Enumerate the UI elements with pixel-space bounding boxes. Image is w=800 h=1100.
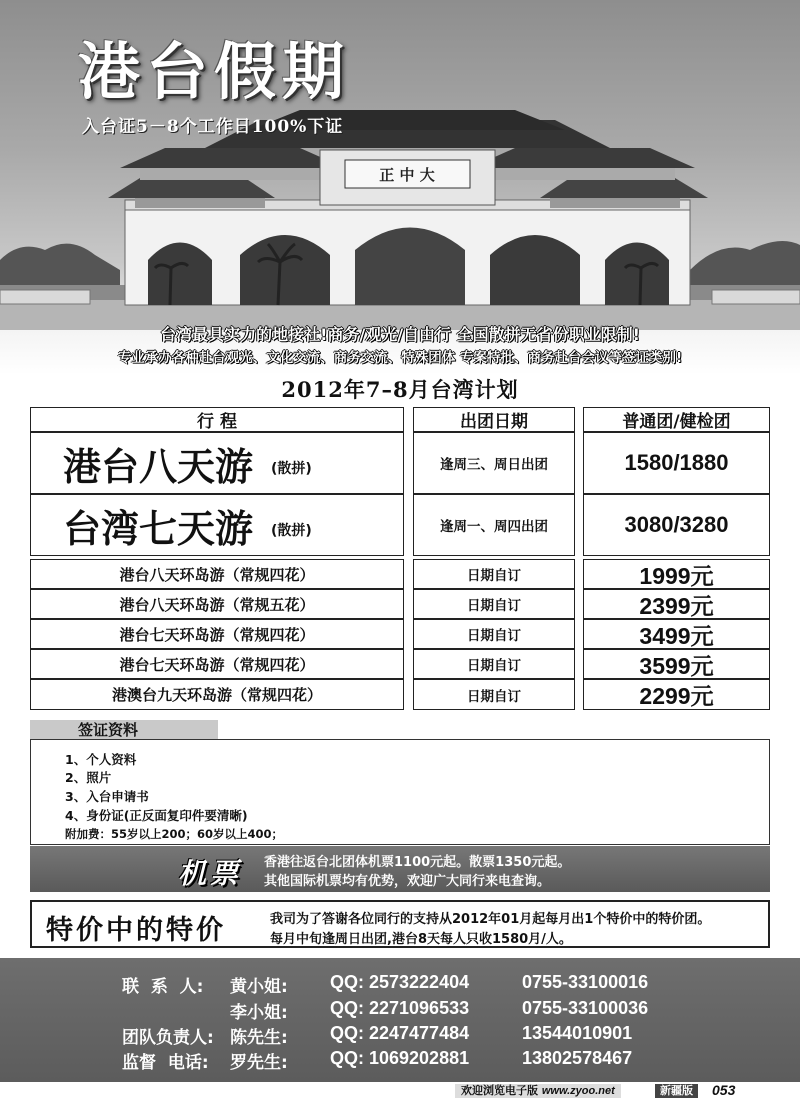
special-offer-title: 特价中的特价 [46, 915, 226, 946]
air-ticket-banner [30, 846, 770, 892]
featured-tour-tag: (散拼) [271, 461, 312, 477]
contact-phone: 0755-33100036 [522, 998, 649, 1018]
tour-row-price: 3499元 [583, 619, 770, 649]
contact-phone: 0755-33100016 [522, 972, 649, 992]
tour-row-date: 日期自订 [413, 649, 575, 679]
tour-row-price: 3599元 [583, 649, 770, 679]
contact-qq: QQ: 1069202881 [330, 1048, 470, 1068]
slogan-secondary: 专业承办各种赴台观光、文化交流、商务交流、特殊团体 专案特批、商务赴台会议等签证类别! [117, 350, 683, 366]
special-offer-line: 我司为了答谢各位同行的支持从2012年01月起每月出1个特价中的特价团。 [270, 912, 711, 927]
tour-row-name: 港台八天环岛游（常规五花） [30, 589, 404, 619]
featured-tour-date: 逢周一、周四出团 [413, 494, 575, 556]
visa-item: 3、入台申请书 [65, 789, 149, 804]
tour-row-name: 港澳台九天环岛游（常规四花） [30, 679, 404, 710]
featured-tour-title: 台湾七天游 [63, 506, 254, 551]
page-number: 053 [712, 1082, 736, 1098]
tour-row-date: 日期自订 [413, 589, 575, 619]
tour-row-name: 港台七天环岛游（常规四花） [30, 649, 404, 679]
contact-qq: QQ: 2247477484 [330, 1023, 470, 1043]
plan-heading: 2012年7–8月台湾计划 [281, 377, 519, 402]
contact-qq: QQ: 2271096533 [330, 998, 470, 1018]
footer-welcome-bar [455, 1084, 621, 1098]
air-ticket-title: 机票 [178, 857, 243, 890]
tour-row-price: 2299元 [583, 679, 770, 710]
tour-row-name: 港台七天环岛游（常规四花） [30, 619, 404, 649]
footer-site-link[interactable]: www.zyoo.net [541, 1085, 615, 1097]
featured-tour-price: 1580/1880 [583, 432, 770, 494]
tour-row-name: 港台八天环岛游（常规四花） [30, 559, 404, 589]
contact-name: 陈先生: [230, 1028, 288, 1048]
contact-name: 罗先生: [230, 1053, 288, 1073]
featured-tour-price: 3080/3280 [583, 494, 770, 556]
header-itinerary: 行 程 [30, 407, 404, 432]
header-price: 普通团/健检团 [583, 407, 770, 432]
featured-tour-name [30, 432, 404, 494]
tour-row-date: 日期自订 [413, 559, 575, 589]
footer-welcome: 欢迎浏览电子版 [461, 1084, 538, 1097]
special-offer-box [30, 900, 770, 948]
featured-tour-title: 港台八天游 [63, 444, 254, 489]
surcharge-note: 附加费：55岁以上200；60岁以上400； [65, 827, 284, 841]
hero-banner [0, 0, 800, 375]
visa-promise-subtitle: 入台证5－8个工作日100%下证 [82, 117, 344, 137]
visa-item: 1、个人资料 [65, 752, 137, 767]
contact-role: 监督 电话: [122, 1053, 209, 1073]
footer-edition: 新疆版 [655, 1084, 698, 1098]
featured-tour-tag: (散拼) [271, 523, 312, 539]
page-footer [0, 1082, 800, 1100]
special-offer-line: 每月中旬逢周日出团,港台8天每人只收1580月/人。 [270, 932, 572, 947]
tour-row-price: 1999元 [583, 559, 770, 589]
visa-section-title: 签证资料 [30, 720, 218, 740]
slogan-primary: 台湾最具实力的地接社!商务/观光/自由行 全国散拼无省份职业限制! [160, 325, 640, 344]
tour-row-price: 2399元 [583, 589, 770, 619]
tour-row-date: 日期自订 [413, 619, 575, 649]
contact-phone: 13802578467 [522, 1048, 633, 1068]
contact-role: 团队负责人: [122, 1028, 214, 1048]
featured-tour-name [30, 494, 404, 556]
air-ticket-line: 其他国际机票均有优势，欢迎广大同行来电查询。 [264, 874, 551, 889]
gate-plaque-text: 正 中 大 [379, 166, 435, 184]
contact-role: 联 系 人: [122, 977, 204, 997]
visa-item: 4、身份证(正反面复印件要清晰) [65, 808, 248, 823]
page-title: 港台假期 [78, 35, 351, 108]
contact-phone: 13544010901 [522, 1023, 633, 1043]
tour-row-date: 日期自订 [413, 679, 575, 710]
contact-qq: QQ: 2573222404 [330, 972, 470, 992]
contact-name: 李小姐: [230, 1003, 288, 1023]
visa-item: 2、照片 [65, 770, 112, 785]
contact-panel [0, 958, 800, 1082]
contact-name: 黄小姐: [230, 977, 288, 997]
air-ticket-line: 香港往返台北团体机票1100元起。散票1350元起。 [264, 855, 571, 870]
featured-tour-date: 逢周三、周日出团 [413, 432, 575, 494]
header-departure-date: 出团日期 [413, 407, 575, 432]
